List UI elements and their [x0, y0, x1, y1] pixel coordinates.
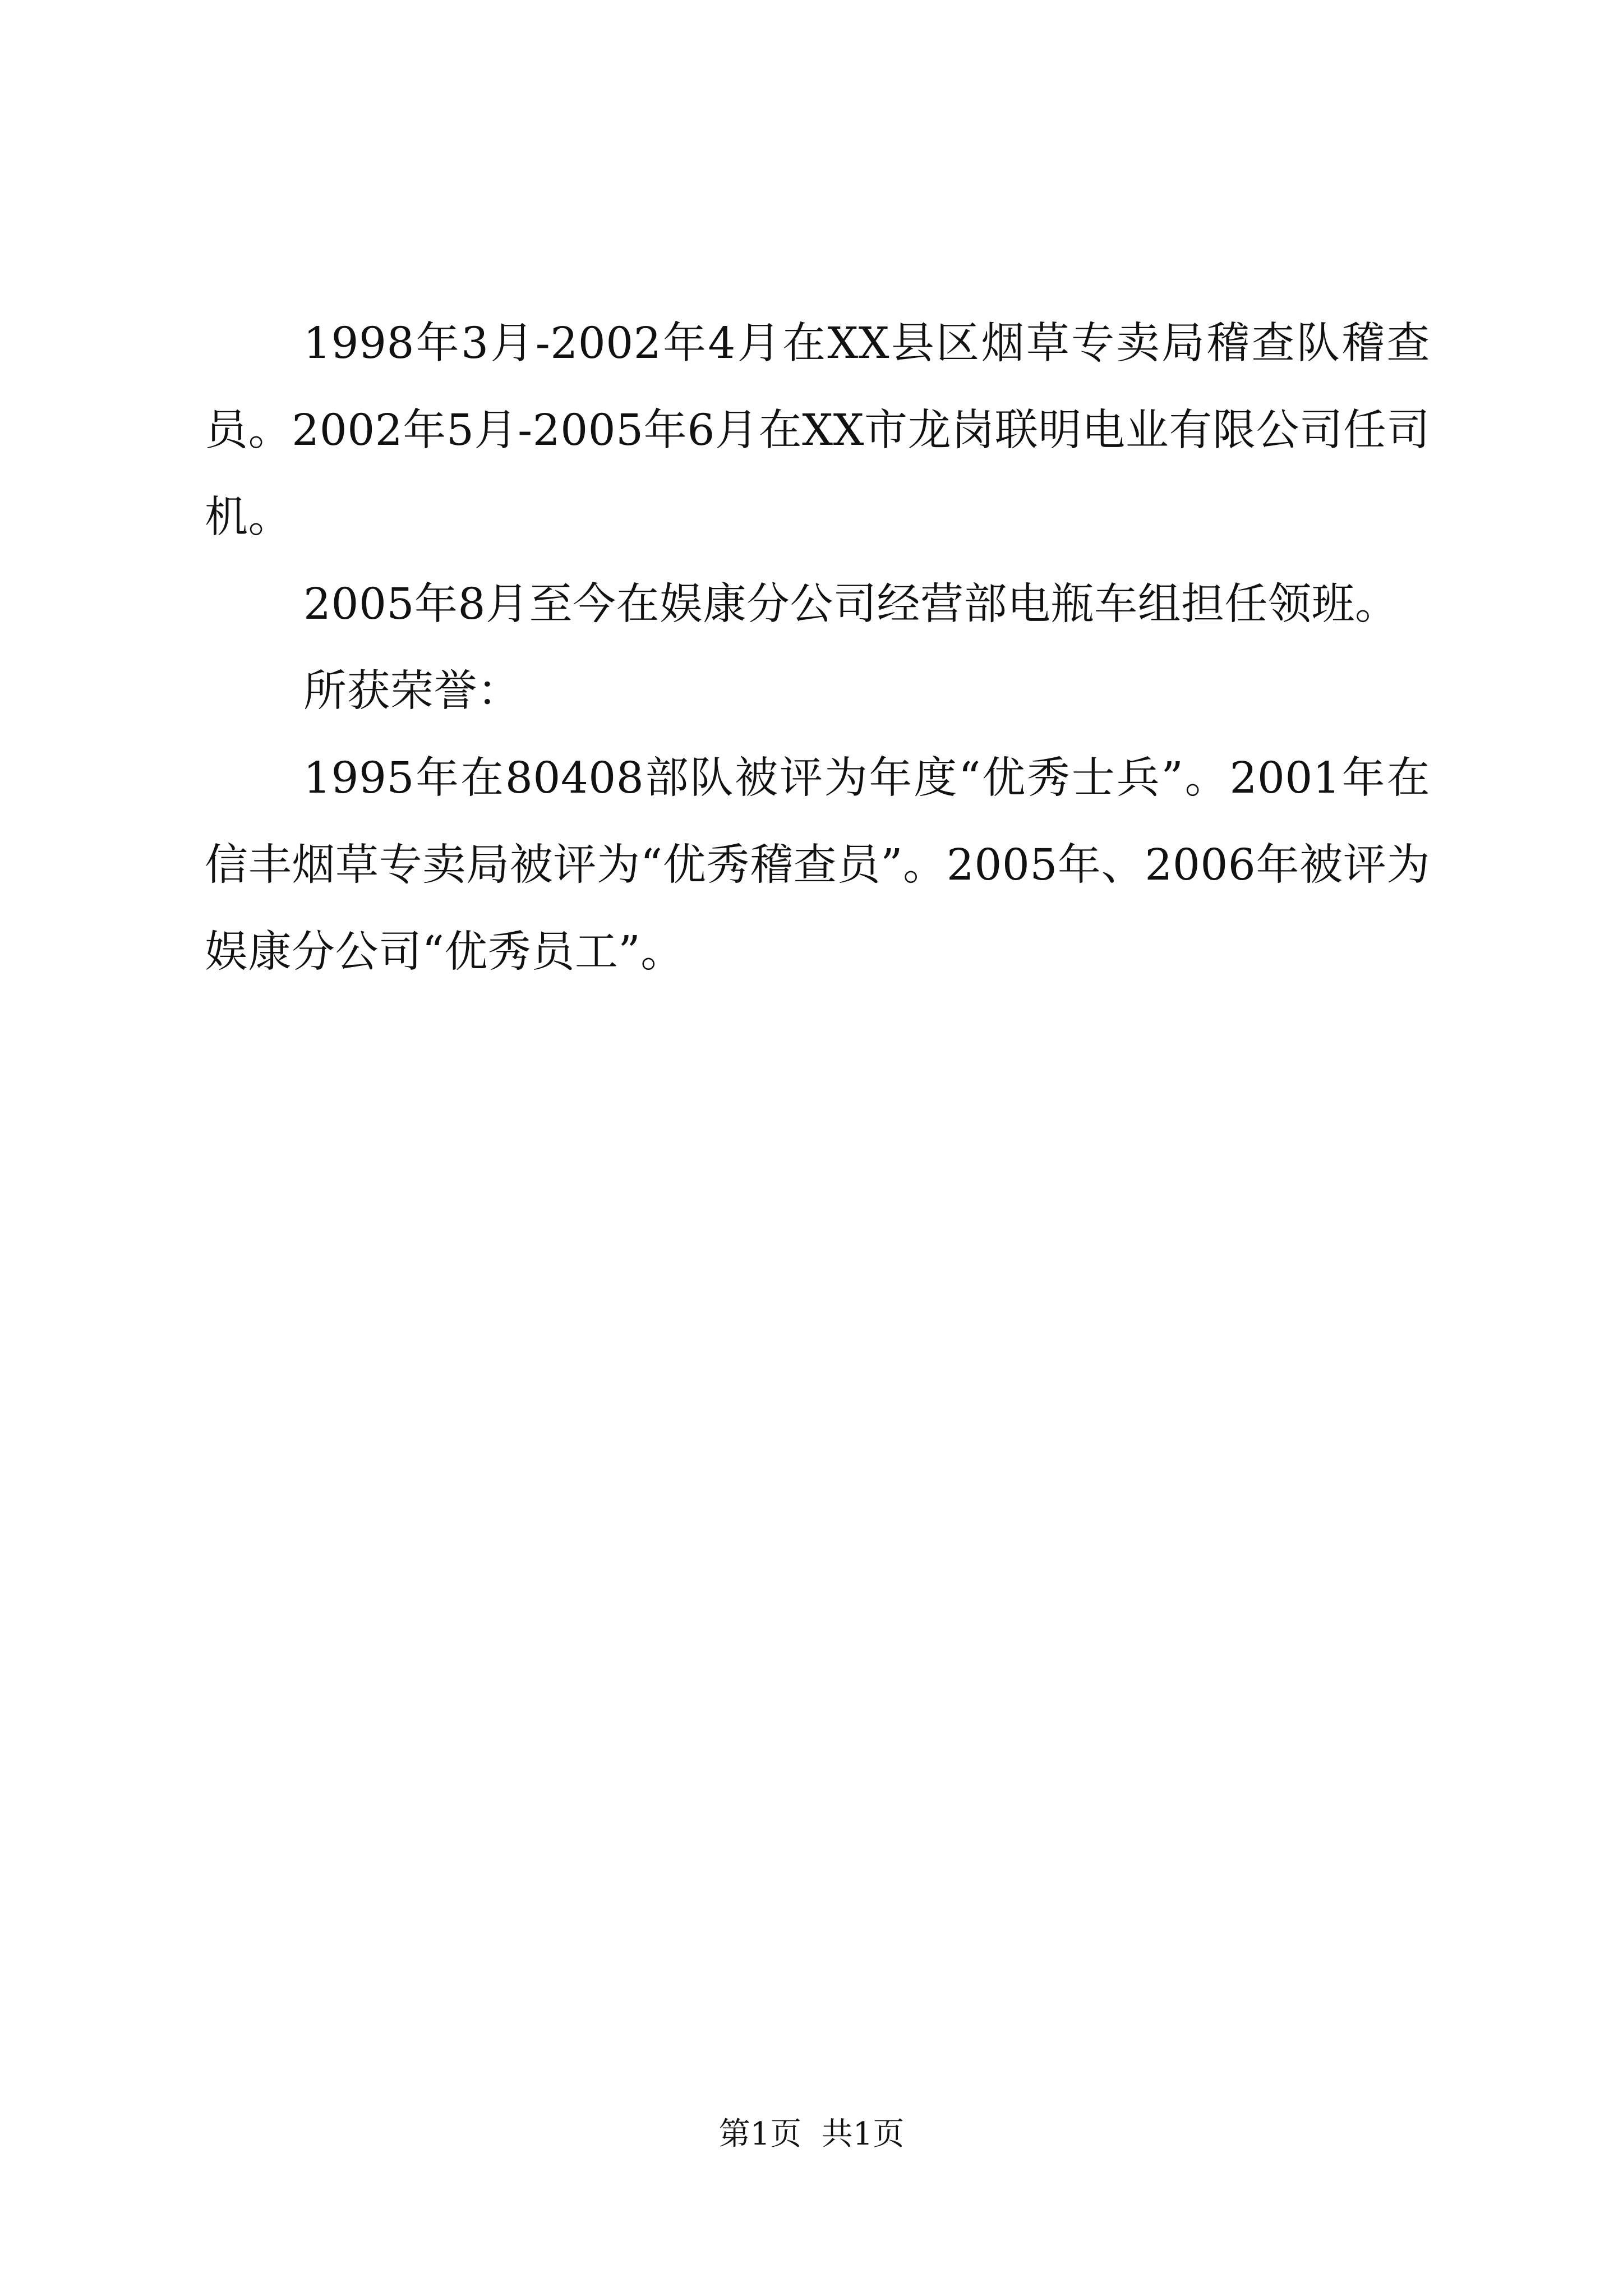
page-number: 第1页 共1页: [718, 2116, 905, 2152]
paragraph-honors-list: 1995年在80408部队被评为年度“优秀士兵”。2001年在信丰烟草专卖局被评为“优秀稽查员”。2005年、2006年被评为娱康分公司“优秀员工”。: [205, 753, 1430, 977]
paragraph-current-position: 2005年8月至今在娱康分公司经营部电瓶车组担任领班。: [303, 579, 1399, 629]
document-body: [205, 300, 1430, 996]
page-footer: [0, 2112, 1623, 2157]
paragraph-work-history: 1998年3月-2002年4月在XX县区烟草专卖局稽查队稽查员。2002年5月-2005年6月在XX市龙岗联明电业有限公司任司机。: [205, 319, 1430, 542]
paragraph-honors-heading: 所获荣誉：: [303, 666, 521, 716]
